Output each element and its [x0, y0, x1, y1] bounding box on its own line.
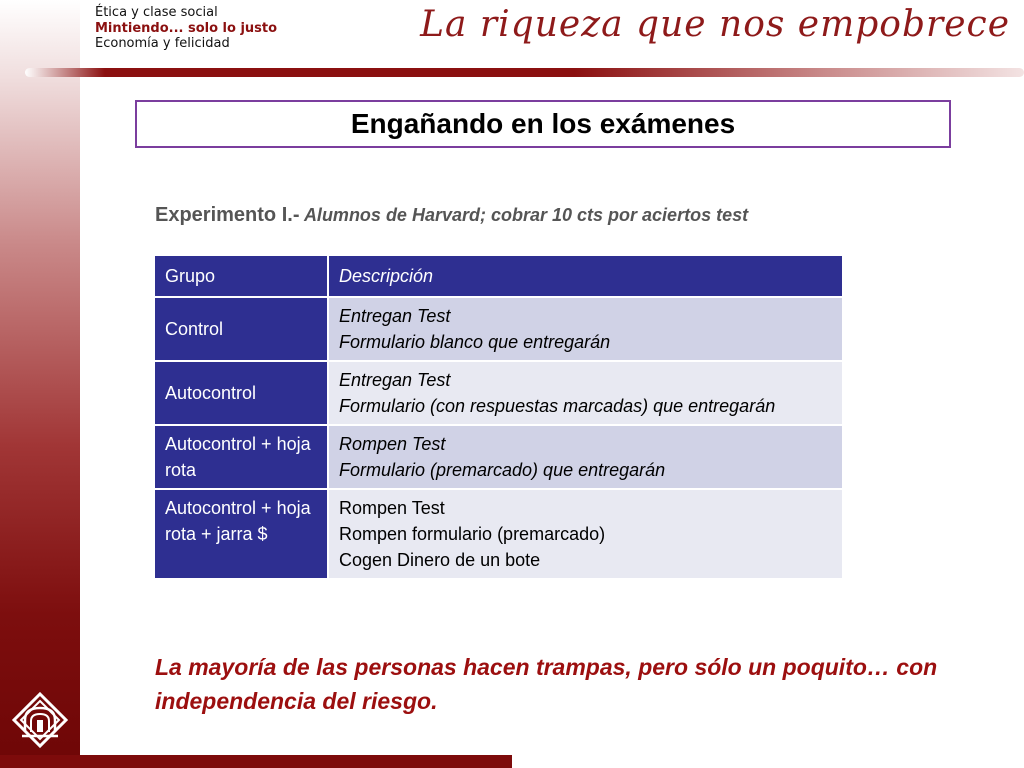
description-line: Formulario blanco que entregarán	[339, 332, 611, 352]
description-line: Rompen Test	[339, 434, 446, 454]
table-row	[154, 361, 843, 425]
description-line: Formulario (premarcado) que entregarán	[339, 460, 666, 480]
group-cell: Autocontrol	[154, 361, 328, 425]
sidebar-gradient	[0, 0, 80, 768]
description-cell	[328, 297, 843, 361]
university-emblem-icon	[12, 692, 68, 758]
nav-item-mintiendo[interactable]: Mintiendo... solo lo justo	[95, 20, 278, 36]
table-row	[154, 425, 843, 489]
group-cell: Autocontrol + hoja rota	[154, 425, 328, 489]
description-line: Formulario (con respuestas marcadas) que entregarán	[339, 396, 776, 416]
slide-title-box	[135, 100, 951, 148]
slide-title: Engañando en los exámenes	[350, 108, 736, 139]
description-line: Entregan Test	[339, 370, 451, 390]
groups-table	[153, 254, 844, 580]
footer-bar	[0, 755, 512, 768]
description-line: Cogen Dinero de un bote	[339, 550, 541, 570]
column-header-descripcion: Descripción	[328, 255, 843, 297]
header-divider	[25, 68, 1024, 77]
description-line: Rompen Test	[339, 498, 445, 518]
description-line: Entregan Test	[339, 306, 451, 326]
experiment-label: Experimento I.-	[155, 204, 300, 226]
experiment-heading	[155, 204, 748, 227]
description-cell	[328, 425, 843, 489]
conclusion-text: La mayoría de las personas hacen trampas, pero sólo un poquito… con independencia del riesgo.	[155, 654, 938, 714]
column-header-grupo: Grupo	[154, 255, 328, 297]
table-row	[154, 297, 843, 361]
description-cell	[328, 361, 843, 425]
nav-item-economia[interactable]: Economía y felicidad	[95, 36, 230, 51]
description-cell	[328, 489, 843, 579]
experiment-description: Alumnos de Harvard; cobrar 10 cts por aciertos test	[303, 205, 749, 225]
table-header-row	[154, 255, 843, 297]
description-line: Rompen formulario (premarcado)	[339, 524, 606, 544]
group-cell: Autocontrol + hoja rota + jarra $	[154, 489, 328, 579]
group-cell: Control	[154, 297, 328, 361]
header-nav	[95, 5, 277, 52]
nav-item-etica[interactable]: Ética y clase social	[95, 5, 218, 20]
table-row	[154, 489, 843, 579]
brand-title: La riqueza que nos empobrece	[420, 4, 1010, 45]
